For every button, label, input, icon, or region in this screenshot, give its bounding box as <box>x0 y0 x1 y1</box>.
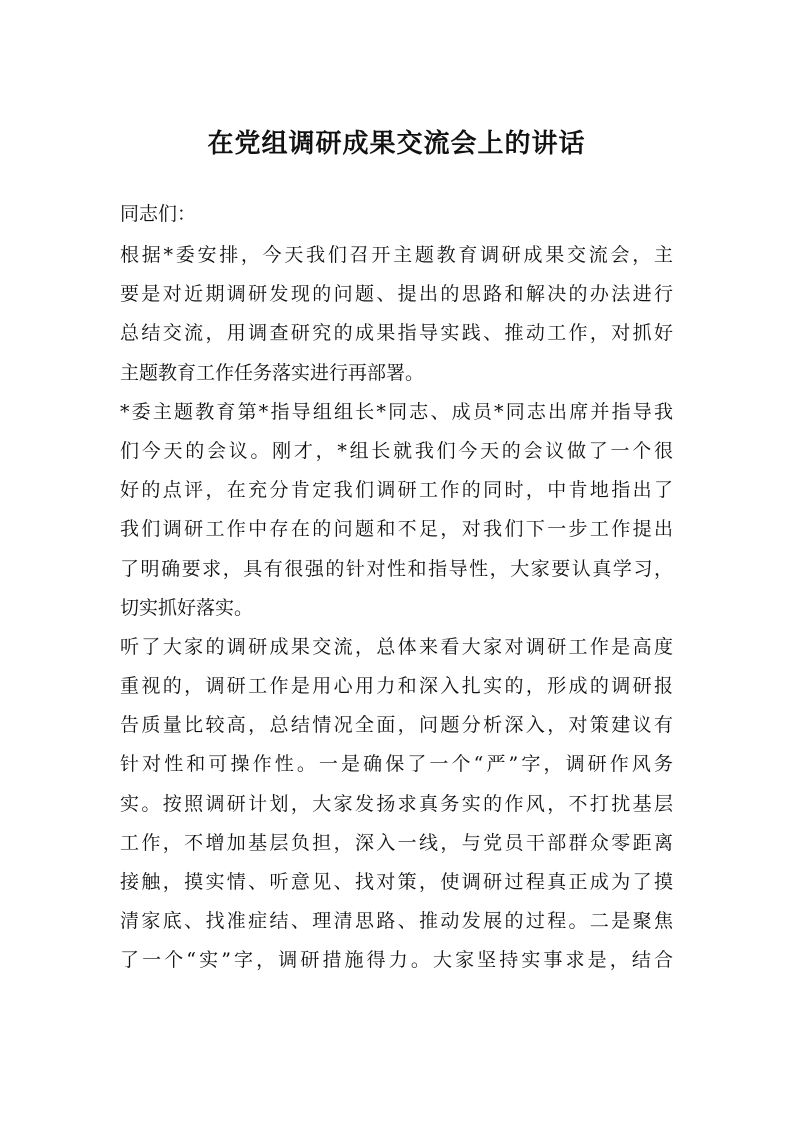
text-line: 总结交流，用调查研究的成果指导实践、推动工作，对抓好 <box>120 322 673 345</box>
body-text <box>120 236 673 981</box>
text-line: 清家底、找准症结、理清思路、推动发展的过程。二是聚焦 <box>120 910 673 933</box>
text-line: 了一个“实”字，调研措施得力。大家坚持实事求是，结合 <box>120 949 673 972</box>
text-line: 了明确要求，具有很强的针对性和指导性，大家要认真学习， <box>120 557 673 580</box>
text-line: 针对性和可操作性。一是确保了一个“严”字，调研作风务 <box>120 753 673 776</box>
text-line: 切实抓好落实。 <box>120 596 254 619</box>
document-title: 在党组调研成果交流会上的讲话 <box>207 129 586 159</box>
text-line: 重视的，调研工作是用心用力和深入扎实的，形成的调研报 <box>120 675 673 698</box>
text-line: 告质量比较高，总结情况全面，问题分析深入，对策建议有 <box>120 714 673 737</box>
text-line: 根据*委安排，今天我们召开主题教育调研成果交流会，主 <box>120 244 673 266</box>
text-line: 实。按照调研计划，大家发扬求真务实的作风，不打扰基层 <box>120 792 673 815</box>
salutation: 同志们： <box>120 203 197 225</box>
text-line: 听了大家的调研成果交流，总体来看大家对调研工作是高度 <box>120 635 673 658</box>
text-line: 要是对近期调研发现的问题、提出的思路和解决的办法进行 <box>120 283 673 306</box>
text-line: 主题教育工作任务落实进行再部署。 <box>120 361 425 384</box>
text-line: 我们调研工作中存在的问题和不足，对我们下一步工作提出 <box>120 518 673 541</box>
text-line: 好的点评，在充分肯定我们调研工作的同时，中肯地指出了 <box>120 479 673 502</box>
text-line: 接触，摸实情、听意见、找对策，使调研过程真正成为了摸 <box>120 871 673 893</box>
text-line: 们今天的会议。刚才，*组长就我们今天的会议做了一个很 <box>120 439 673 462</box>
text-line: 工作，不增加基层负担，深入一线，与党员干部群众零距离 <box>120 831 673 854</box>
text-line: *委主题教育第*指导组组长*同志、成员*同志出席并指导我 <box>120 400 673 423</box>
